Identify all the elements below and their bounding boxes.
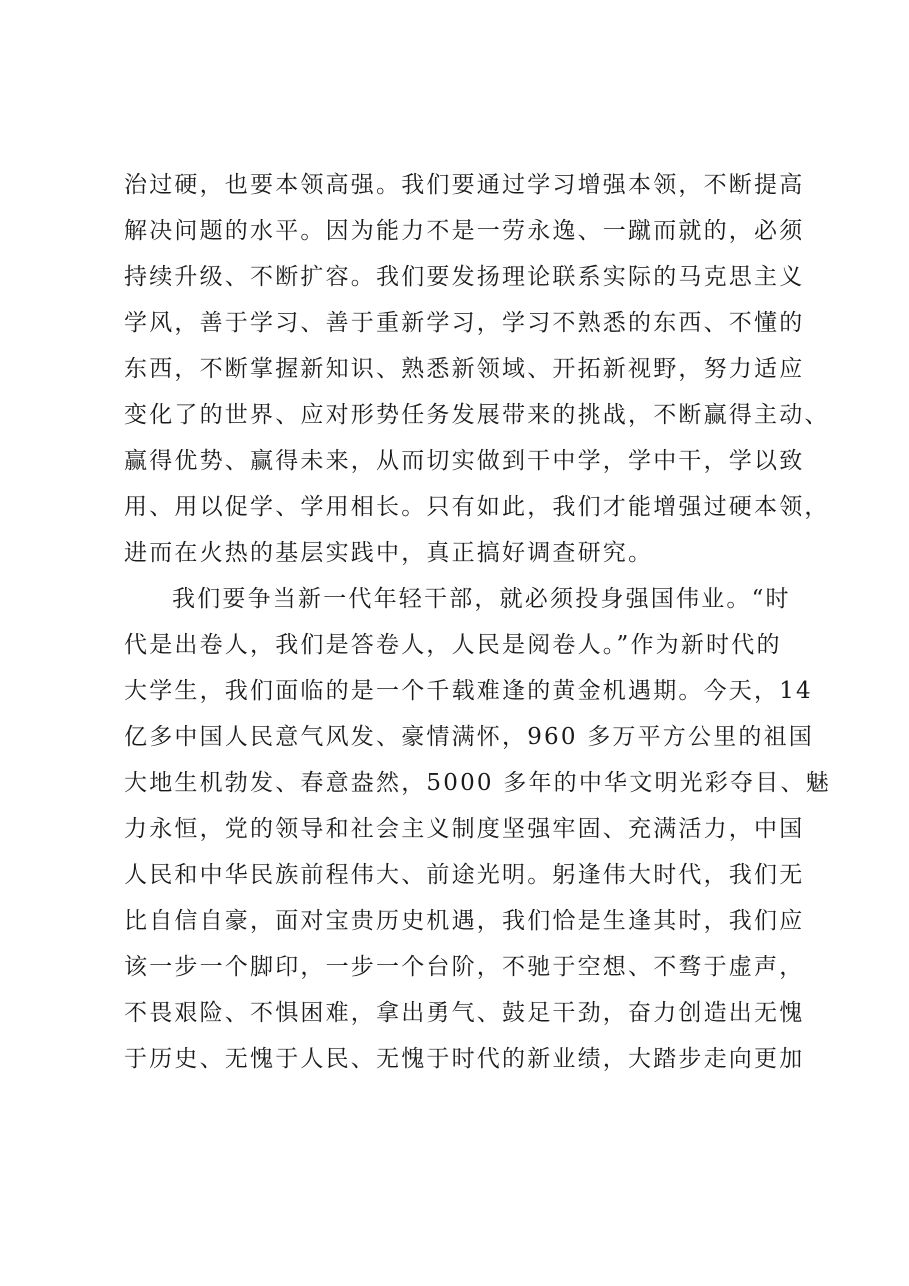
paragraph-2 xyxy=(124,576,831,1082)
text-line: 力永恒，党的领导和社会主义制度坚强牢固、充满活力，中国 xyxy=(124,816,805,842)
text-line: 于历史、无愧于人民、无愧于时代的新业绩，大踏步走向更加 xyxy=(124,1046,805,1072)
text-line: 东西，不断掌握新知识、熟悉新领域、开拓新视野，努力适应 xyxy=(124,356,805,382)
text-line: 进而在火热的基层实践中，真正搞好调查研究。 xyxy=(124,540,654,566)
text-line: 用、用以促学、学用相长。只有如此，我们才能增强过硬本领， xyxy=(124,494,830,520)
text-line: 亿多中国人民意气风发、豪情满怀，960 多万平方公里的祖国 xyxy=(124,724,815,750)
text-line: 大地生机勃发、春意盎然，5000 多年的中华文明光彩夺目、魅 xyxy=(124,770,831,796)
text-line: 不畏艰险、不惧困难，拿出勇气、鼓足干劲，奋力创造出无愧 xyxy=(124,1000,805,1026)
paragraph-1 xyxy=(124,162,830,576)
text-line: 代是出卷人，我们是答卷人，人民是阅卷人。”作为新时代的 xyxy=(124,632,782,658)
text-line: 学风，善于学习、善于重新学习，学习不熟悉的东西、不懂的 xyxy=(124,310,805,336)
text-line: 解决问题的水平。因为能力不是一劳永逸、一蹴而就的，必须 xyxy=(124,218,805,244)
text-line: 赢得优势、赢得未来，从而切实做到干中学，学中干，学以致 xyxy=(124,448,805,474)
text-line: 治过硬，也要本领高强。我们要通过学习增强本领，不断提高 xyxy=(124,172,805,198)
text-line: 变化了的世界、应对形势任务发展带来的挑战，不断赢得主动、 xyxy=(124,402,830,428)
text-line: 人民和中华民族前程伟大、前途光明。躬逢伟大时代，我们无 xyxy=(124,862,805,888)
text-line: 大学生，我们面临的是一个千载难逢的黄金机遇期。今天，14 xyxy=(124,678,813,704)
text-line-indented: 我们要争当新一代年轻干部，就必须投身强国伟业。“时 xyxy=(172,586,791,612)
text-line: 比自信自豪，面对宝贵历史机遇，我们恰是生逢其时，我们应 xyxy=(124,908,805,934)
body-text xyxy=(124,162,831,1082)
text-line: 持续升级、不断扩容。我们要发扬理论联系实际的马克思主义 xyxy=(124,264,805,290)
text-line: 该一步一个脚印，一步一个台阶，不驰于空想、不骛于虚声， xyxy=(124,954,805,980)
